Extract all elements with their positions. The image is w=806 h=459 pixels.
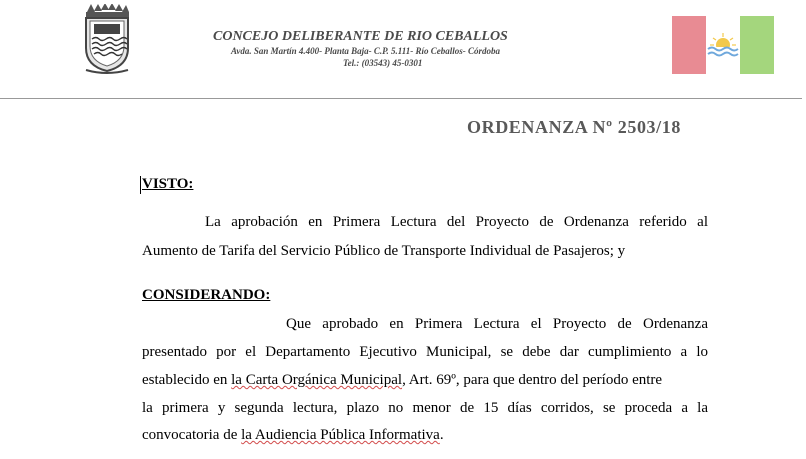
considerando-line-2: presentado por el Departamento Ejecutivo Municipal, se debe dar cumplimiento a lo bbox=[142, 344, 708, 360]
header-divider bbox=[0, 98, 802, 99]
considerando-line-5-suffix: . bbox=[439, 427, 444, 443]
audiencia-publica-reference: la Audiencia Pública Informativa bbox=[241, 427, 440, 443]
considerando-line-4: la primera y segunda lectura, plazo no menor de 15 días corridos, se proceda a la bbox=[142, 400, 708, 416]
organization-phone: Tel.: (03543) 45-0301 bbox=[343, 58, 423, 68]
considerando-line-1: Que aprobado en Primera Lectura el Proyecto de Ordenanza bbox=[286, 316, 708, 332]
ordinance-title: ORDENANZA Nº 2503/18 bbox=[467, 117, 681, 137]
considerando-line-5 bbox=[142, 425, 708, 445]
visto-line-1: La aprobación en Primera Lectura del Proyecto de Ordenanza referido al bbox=[205, 214, 708, 230]
considerando-line-3-prefix: establecido en bbox=[142, 372, 232, 388]
municipal-crest-icon bbox=[82, 4, 132, 76]
considerando-line-5-prefix: convocatoria de bbox=[142, 427, 242, 443]
organization-name: CONCEJO DELIBERANTE DE RIO CEBALLOS bbox=[213, 29, 508, 44]
visto-heading: VISTO: bbox=[142, 176, 194, 192]
considerando-heading: CONSIDERANDO: bbox=[142, 287, 271, 303]
carta-organica-reference: la Carta Orgánica Municipal bbox=[231, 372, 403, 388]
text-cursor bbox=[140, 176, 141, 194]
organization-address: Avda. San Martín 4.400- Planta Baja- C.P. 5.111- Río Ceballos- Córdoba bbox=[231, 46, 500, 56]
visto-line-2: Aumento de Tarifa del Servicio Público de Transporte Individual de Pasajeros; y bbox=[142, 243, 626, 259]
rio-ceballos-flag-icon bbox=[672, 16, 774, 74]
considerando-line-3-suffix: , Art. 69º, para que dentro del período entre bbox=[402, 372, 663, 388]
considerando-line-3 bbox=[142, 370, 708, 390]
